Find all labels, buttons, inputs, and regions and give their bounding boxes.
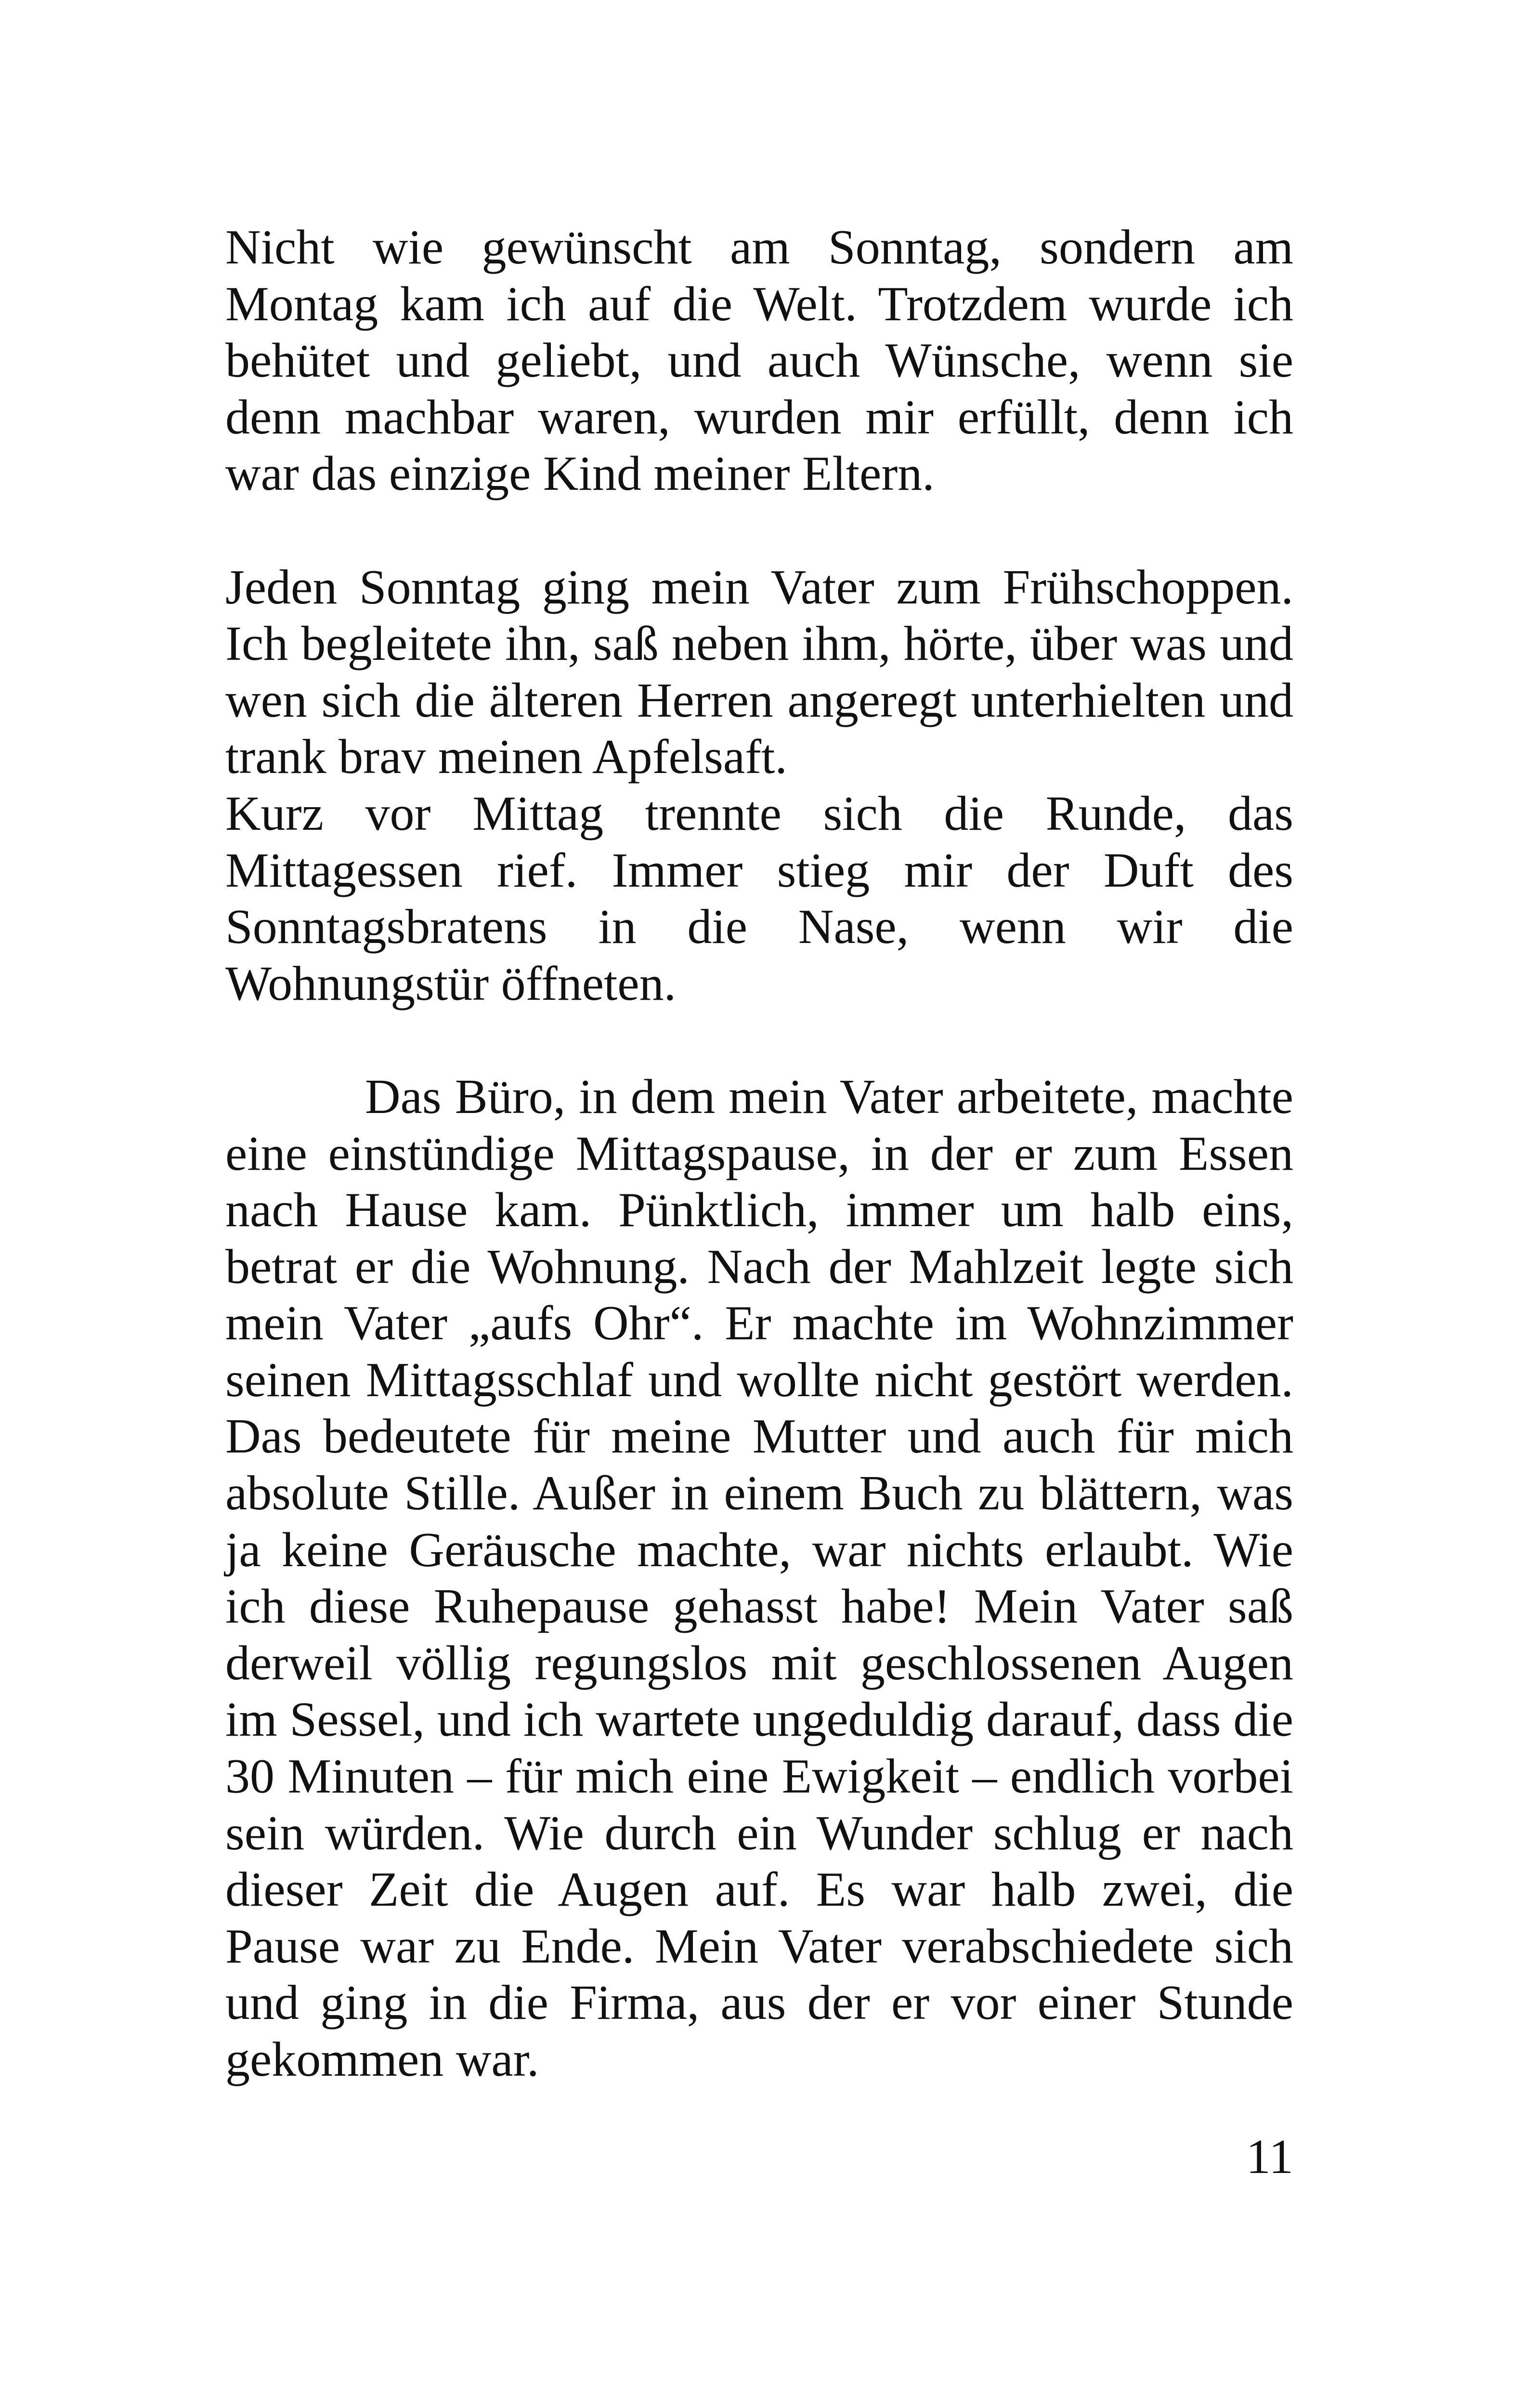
body-text [225, 219, 1293, 2088]
paragraph-mittag: Kurz vor Mittag trennte sich die Runde, das Mittagessen rief. Immer stieg mir der Duft des Sonntagsbratens in die Nase, wenn wir die Wohnungstür öffneten. [225, 786, 1293, 1011]
paragraph-fruehschoppen: Jeden Sonntag ging mein Vater zum Frühschoppen. Ich begleitete ihn, saß neben ihm, hörte, über was und wen sich die älteren Herren angeregt unterhielten und trank brav meinen Apfelsaft. [225, 560, 1293, 785]
paragraph-mittagspause: Das Büro, in dem mein Vater arbeitete, machte eine einstündige Mittagspause, in der er zum Essen nach Hause kam. Pünktlich, immer um halb eins, betrat er die Wohnung. Nach der Mahlzeit legte sich mein Vater „aufs Ohr“. Er machte im Wohnzimmer seinen Mittagsschlaf und wollte nicht gestört werden. Das bedeutete für meine Mutter und auch für mich absolute Stille. Außer in einem Buch zu blättern, was ja keine Geräusche machte, war nichts erlaubt. Wie ich diese Ruhepause gehasst habe! Mein Vater saß derweil völlig regungslos mit geschlossenen Augen im Sessel, und ich wartete ungeduldig darauf, dass die 30 Minuten – für mich eine Ewigkeit – endlich vorbei sein würden. Wie durch ein Wunder schlug er nach dieser Zeit die Augen auf. Es war halb zwei, die Pause war zu Ende. Mein Vater verabschiedete sich und ging in die Firma, aus der er vor einer Stunde gekommen war. [225, 1069, 1293, 2087]
page-number: 11 [1246, 2130, 1293, 2184]
paragraph-birth: Nicht wie gewünscht am Sonntag, sondern am Montag kam ich auf die Welt. Trotzdem wurde ich behütet und geliebt, und auch Wünsche, wenn sie denn machbar waren, wurden mir erfüllt, denn ich war das einzige Kind meiner Eltern. [225, 220, 1293, 501]
